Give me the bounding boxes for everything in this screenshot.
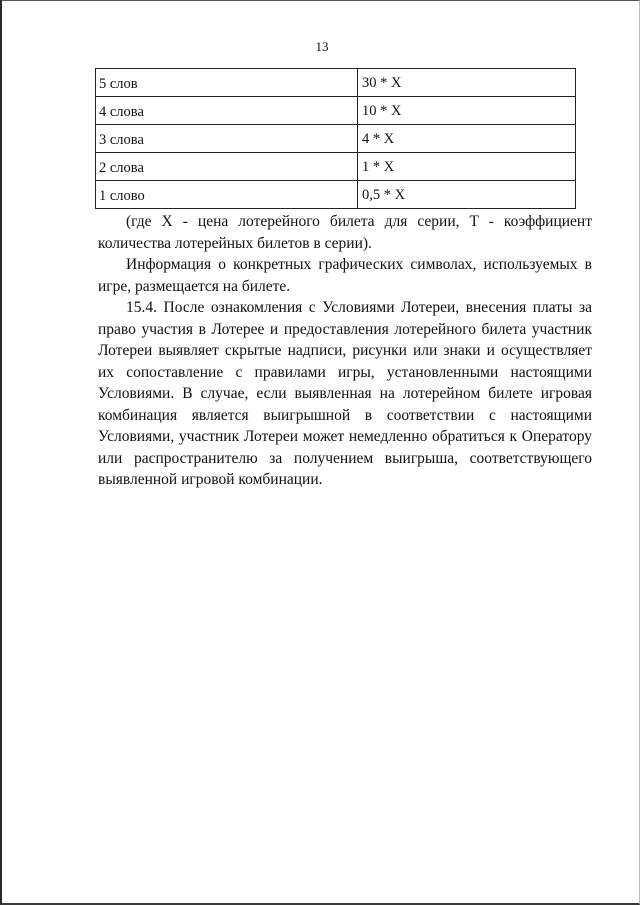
words-cell: 2 слова — [96, 153, 358, 181]
info-paragraph: Информация о конкретных графических символах, используемых в игре, размещается на билете. — [98, 256, 592, 295]
words-cell: 3 слова — [96, 125, 358, 153]
words-cell: 1 слово — [96, 181, 358, 209]
page-number: 13 — [315, 39, 329, 54]
prize-cell: 10 * X — [358, 97, 576, 125]
clause-paragraph: 15.4. После ознакомления с Условиями Лотереи, внесения платы за право участия в Лотерее и предоставления лотерейного билета участник Лотереи выявляет скрытые надписи, рисунки или знаки и осуществляет их сопоставление с правилами игры, установленными настоящими Условиями. В случае, если выявленная на лотерейном билете игровая комбинация является выигрышной в соответствии с настоящими Условиями, участник Лотереи может немедленно обратиться к Оператору или распространителю за получением выигрыша, соответствующего выявленной игровой комбинации. — [98, 299, 592, 488]
prize-table — [95, 68, 576, 209]
words-cell: 5 слов — [96, 69, 358, 97]
table-row — [96, 97, 576, 125]
note-paragraph: (где X - цена лотерейного билета для серии, T - коэффициент количества лотерейных билетов в серии). — [98, 213, 592, 252]
table-row — [96, 153, 576, 181]
prize-cell: 1 * X — [358, 153, 576, 181]
prize-cell: 4 * X — [358, 125, 576, 153]
table-row — [96, 69, 576, 97]
words-cell: 4 слова — [96, 97, 358, 125]
body-text — [98, 211, 592, 491]
prize-cell: 30 * X — [358, 69, 576, 97]
table-row — [96, 125, 576, 153]
prize-cell: 0,5 * X — [358, 181, 576, 209]
table-row — [96, 181, 576, 209]
